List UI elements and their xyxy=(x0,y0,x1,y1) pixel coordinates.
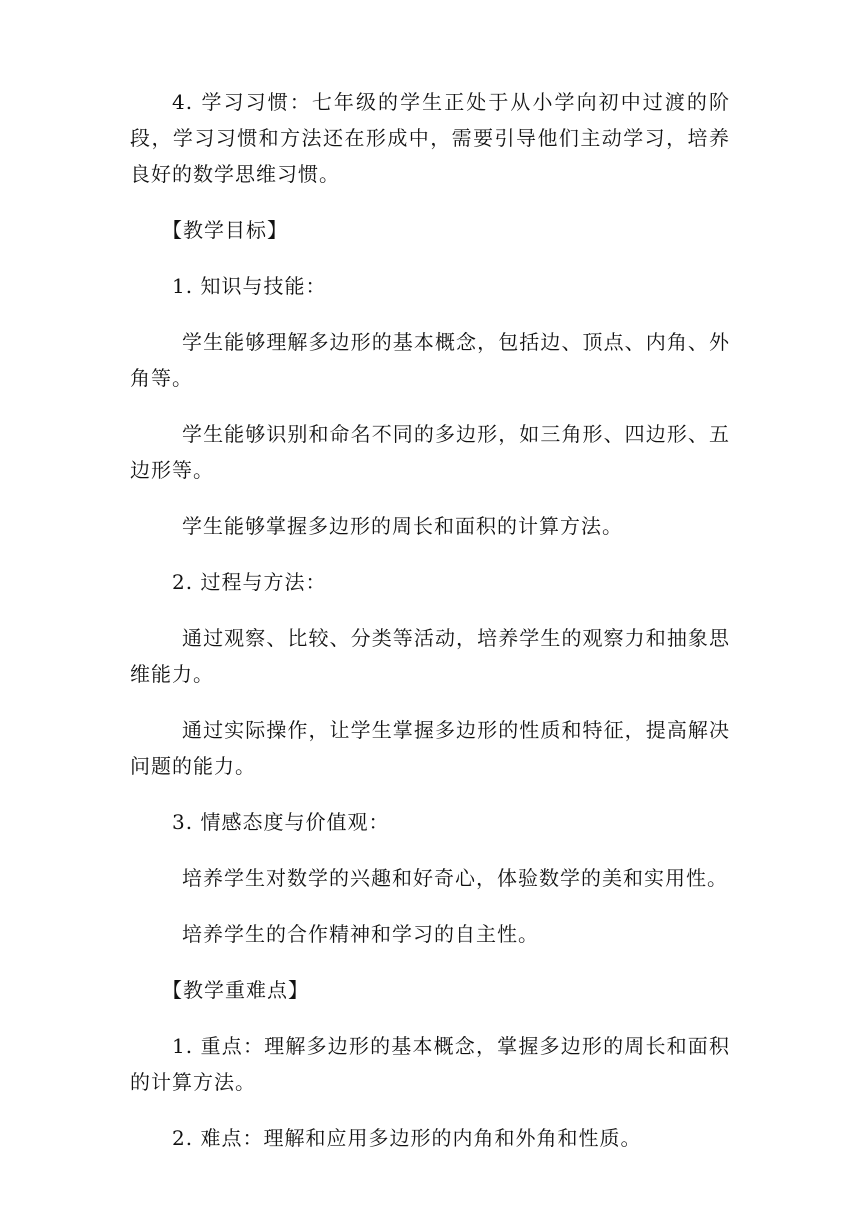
objective-item: 学生能够掌握多边形的周长和面积的计算方法。 xyxy=(182,514,623,538)
objective-item: 通过观察、比较、分类等活动，培养学生的观察力和抽象思维能力。 xyxy=(130,626,730,686)
section-heading-key-difficult-points: 【教学重难点】 xyxy=(162,978,309,1002)
objective-knowledge-skills: 1. 知识与技能： xyxy=(172,274,327,298)
objective-item: 培养学生对数学的兴趣和好奇心，体验数学的美和实用性。 xyxy=(182,866,728,890)
difficult-point-item: 2. 难点：理解和应用多边形的内角和外角和性质。 xyxy=(172,1126,642,1150)
section-heading-teaching-objectives: 【教学目标】 xyxy=(162,218,288,242)
paragraph-learning-habits: 4. 学习习惯：七年级的学生正处于从小学向初中过渡的阶段，学习习惯和方法还在形成中，需要引导他们主动学习，培养良好的数学思维习惯。 xyxy=(130,90,730,186)
objective-process-method: 2. 过程与方法： xyxy=(172,570,327,594)
objective-item: 学生能够识别和命名不同的多边形，如三角形、四边形、五边形等。 xyxy=(130,422,730,482)
objective-item: 培养学生的合作精神和学习的自主性。 xyxy=(182,922,539,946)
objective-item: 学生能够理解多边形的基本概念，包括边、顶点、内角、外角等。 xyxy=(130,330,730,390)
objective-emotion-values: 3. 情感态度与价值观： xyxy=(172,810,390,834)
objective-item: 通过实际操作，让学生掌握多边形的性质和特征，提高解决问题的能力。 xyxy=(130,718,730,778)
document-body xyxy=(130,84,730,1156)
key-point-item: 1. 重点：理解多边形的基本概念，掌握多边形的周长和面积的计算方法。 xyxy=(130,1034,730,1094)
